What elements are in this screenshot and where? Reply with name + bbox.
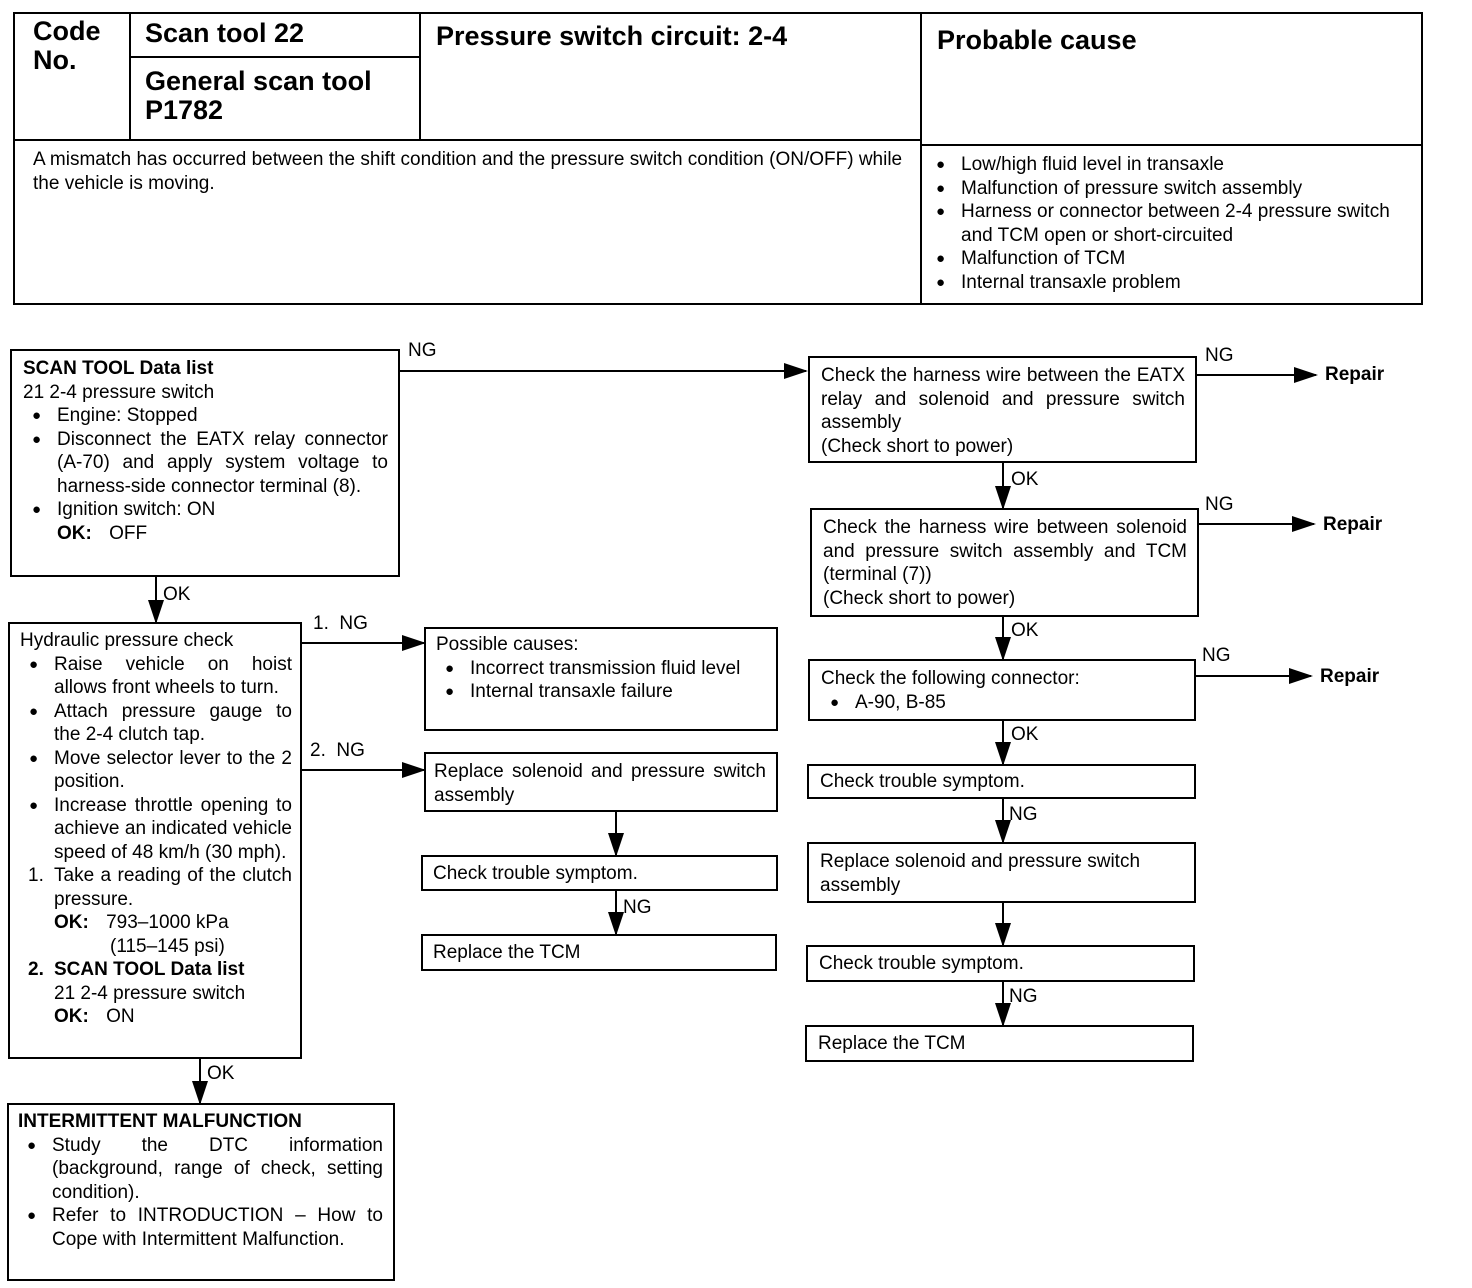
ok-value: 793–1000 kPa	[106, 912, 229, 933]
step-text: Check the harness wire between the EATX relay and solenoid and pressure switch assembly	[821, 365, 1185, 433]
repair-label: Repair	[1320, 666, 1380, 687]
ok-criterion	[23, 522, 388, 546]
list-item: ● Incorrect transmission fluid level	[436, 657, 768, 681]
ok-label: OK	[1011, 620, 1039, 641]
list-item: ● Malfunction of pressure switch assembly	[927, 177, 1417, 201]
ok-criterion	[20, 911, 292, 935]
ng-label: 2. NG	[310, 740, 365, 761]
step-note: (Check short to power)	[823, 587, 1016, 609]
procedure-list	[18, 1134, 383, 1252]
step-1	[20, 864, 292, 911]
step-note: (Check short to power)	[821, 435, 1014, 457]
step-text: Replace solenoid and pressure switch assembly	[820, 851, 1141, 896]
ok-label: OK	[1011, 469, 1039, 490]
step-text: Check the following connector:	[821, 668, 1080, 689]
step-number: 2.	[28, 959, 44, 980]
ok-label: OK	[1011, 724, 1039, 745]
repair-label: Repair	[1323, 514, 1383, 535]
ng-label: NG	[1202, 645, 1231, 666]
connector-check-box	[808, 659, 1196, 721]
code-no-label: Code No.	[33, 16, 101, 75]
harness-check-2-box	[810, 508, 1199, 617]
step-text: Replace the TCM	[433, 942, 581, 963]
check-trouble-symptom-box	[807, 764, 1196, 799]
probable-cause-label: Probable cause	[937, 25, 1137, 55]
step-text: Take a reading of the clutch pressure.	[54, 865, 292, 910]
ok-label: OK:	[54, 912, 89, 933]
list-item: ● Refer to INTRODUCTION – How to Cope with Intermittent Malfunction.	[18, 1204, 383, 1251]
scan-tool-label: Scan tool 22	[145, 18, 305, 48]
box-title: Possible causes:	[436, 634, 579, 655]
ng-label: 1. NG	[313, 613, 368, 634]
ok-label: OK	[163, 584, 191, 605]
step-text: Check trouble symptom.	[819, 953, 1024, 974]
replace-solenoid-box	[807, 842, 1196, 903]
repair-label: Repair	[1325, 364, 1385, 385]
check-trouble-symptom-box	[806, 945, 1195, 982]
list-item: ● Move selector lever to the 2 position.	[20, 747, 292, 794]
list-item: ● Attach pressure gauge to the 2-4 clutch tap.	[20, 700, 292, 747]
box-title: INTERMITTENT MALFUNCTION	[18, 1111, 302, 1132]
step-title: SCAN TOOL Data list	[54, 959, 245, 980]
list-item: ● A-90, B-85	[821, 691, 1184, 715]
step-text: Replace the TCM	[818, 1033, 966, 1054]
ok-value: ON	[106, 1006, 135, 1027]
step-text: Check trouble symptom.	[433, 863, 638, 884]
list-item: ● Disconnect the EATX relay connector (A-70) and apply system voltage to harness-side connector terminal (8).	[23, 428, 388, 499]
step-text: Check trouble symptom.	[820, 771, 1025, 792]
list-item: ● Increase throttle opening to achieve an indicated vehicle speed of 48 km/h (30 mph).	[20, 794, 292, 865]
ok-label: OK:	[54, 1006, 89, 1027]
list-item: ● Internal transaxle problem	[927, 271, 1417, 295]
list-item: ● Study the DTC information (background, range of check, setting condition).	[18, 1134, 383, 1205]
step-number: 1.	[28, 865, 44, 886]
replace-tcm-box	[421, 934, 777, 971]
possible-causes-box	[424, 627, 778, 731]
harness-check-1-box	[808, 356, 1197, 463]
general-scan-tool-label: General scan tool P1782	[145, 66, 372, 125]
ok-value-psi: (115–145 psi)	[110, 935, 225, 957]
data-list-item: 21 2-4 pressure switch	[23, 381, 215, 403]
page-title: Pressure switch circuit: 2-4	[436, 21, 788, 51]
step-text: Replace solenoid and pressure switch assembly	[434, 761, 766, 806]
step-2	[20, 958, 292, 982]
list-item: ● Internal transaxle failure	[436, 680, 768, 704]
ng-label: NG	[1009, 986, 1038, 1007]
box-title: SCAN TOOL Data list	[23, 358, 214, 379]
hydraulic-pressure-check-box	[8, 622, 302, 1059]
list-item: ● Malfunction of TCM	[927, 247, 1417, 271]
ng-label: NG	[1009, 804, 1038, 825]
ok-criterion	[20, 1005, 292, 1029]
procedure-list	[20, 653, 292, 865]
ng-label: NG	[1205, 345, 1234, 366]
step-text: Check the harness wire between solenoid and pressure switch assembly and TCM (terminal (7))	[823, 517, 1187, 585]
list-item: ● Raise vehicle on hoist allows front wheels to turn.	[20, 653, 292, 700]
data-list-item: 21 2-4 pressure switch	[54, 982, 246, 1004]
ok-value: OFF	[109, 522, 148, 544]
list-item: ● Low/high fluid level in transaxle	[927, 153, 1417, 177]
ok-label: OK:	[57, 522, 92, 544]
intermittent-malfunction-box	[7, 1103, 395, 1281]
connector-list	[821, 691, 1184, 715]
box-title: Hydraulic pressure check	[20, 630, 234, 651]
check-trouble-symptom-box	[421, 855, 778, 891]
scan-tool-data-list-box	[10, 349, 400, 577]
malfunction-description: A mismatch has occurred between the shift condition and the pressure switch condition (ON/OFF) while the vehicle is moving.	[33, 149, 903, 194]
ng-label: NG	[1205, 494, 1234, 515]
list-item: ● Engine: Stopped	[23, 404, 388, 428]
list-item: ● Harness or connector between 2-4 pressure switch and TCM open or short-circuited	[927, 200, 1417, 247]
ng-label: NG	[408, 340, 437, 361]
replace-solenoid-box	[424, 752, 778, 812]
procedure-list	[23, 404, 388, 522]
list-item: ● Ignition switch: ON	[23, 498, 388, 522]
ng-label: NG	[623, 897, 652, 918]
causes-list	[436, 657, 768, 704]
ok-label: OK	[207, 1063, 235, 1084]
replace-tcm-box	[805, 1025, 1194, 1062]
